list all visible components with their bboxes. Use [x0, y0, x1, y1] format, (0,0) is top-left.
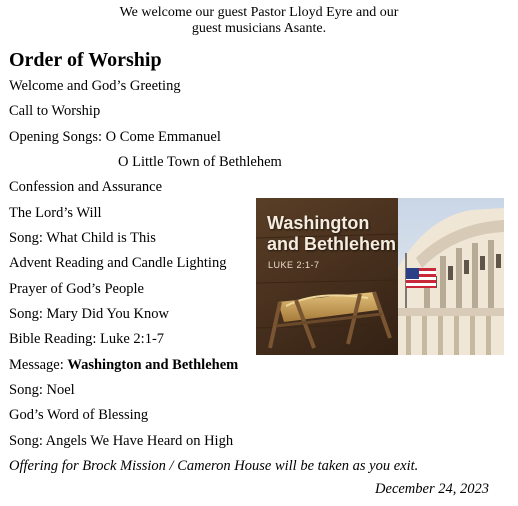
message-title: Washington and Bethlehem: [67, 357, 239, 373]
list-item: Bible Reading: Luke 2:1-7: [9, 331, 165, 347]
welcome-line-2: guest musicians Asante.: [191, 21, 327, 36]
message-item: [9, 356, 238, 374]
page-title: Order of Worship: [9, 49, 162, 71]
list-item: The Lord’s Will: [9, 205, 102, 221]
list-item: Song: Angels We Have Heard on High: [9, 433, 234, 449]
offering-note: Offering for Brock Mission / Cameron House will be taken as you exit.: [9, 458, 419, 474]
list-item: Advent Reading and Candle Lighting: [9, 255, 227, 271]
sermon-graphic: [256, 198, 504, 355]
list-item: Song: Mary Did You Know: [9, 306, 169, 322]
list-item: Confession and Assurance: [9, 179, 163, 195]
list-item: Song: Noel: [9, 382, 75, 398]
welcome-note: [0, 5, 518, 37]
list-item: God’s Word of Blessing: [9, 407, 149, 423]
graphic-title-line-1: Washington: [267, 213, 370, 233]
list-item: Welcome and God’s Greeting: [9, 78, 181, 94]
graphic-title: [267, 213, 396, 255]
list-item: O Little Town of Bethlehem: [118, 154, 282, 170]
message-label: Message:: [9, 357, 68, 373]
graphic-title-line-2: and Bethlehem: [267, 234, 397, 254]
list-item: Opening Songs: O Come Emmanuel: [9, 129, 221, 145]
service-date: December 24, 2023: [375, 481, 489, 497]
graphic-subtitle: LUKE 2:1-7: [268, 260, 320, 270]
welcome-line-1: We welcome our guest Pastor Lloyd Eyre and our: [119, 5, 399, 20]
list-item: Prayer of God’s People: [9, 281, 144, 297]
list-item: Song: What Child is This: [9, 230, 156, 246]
list-item: Call to Worship: [9, 103, 101, 119]
